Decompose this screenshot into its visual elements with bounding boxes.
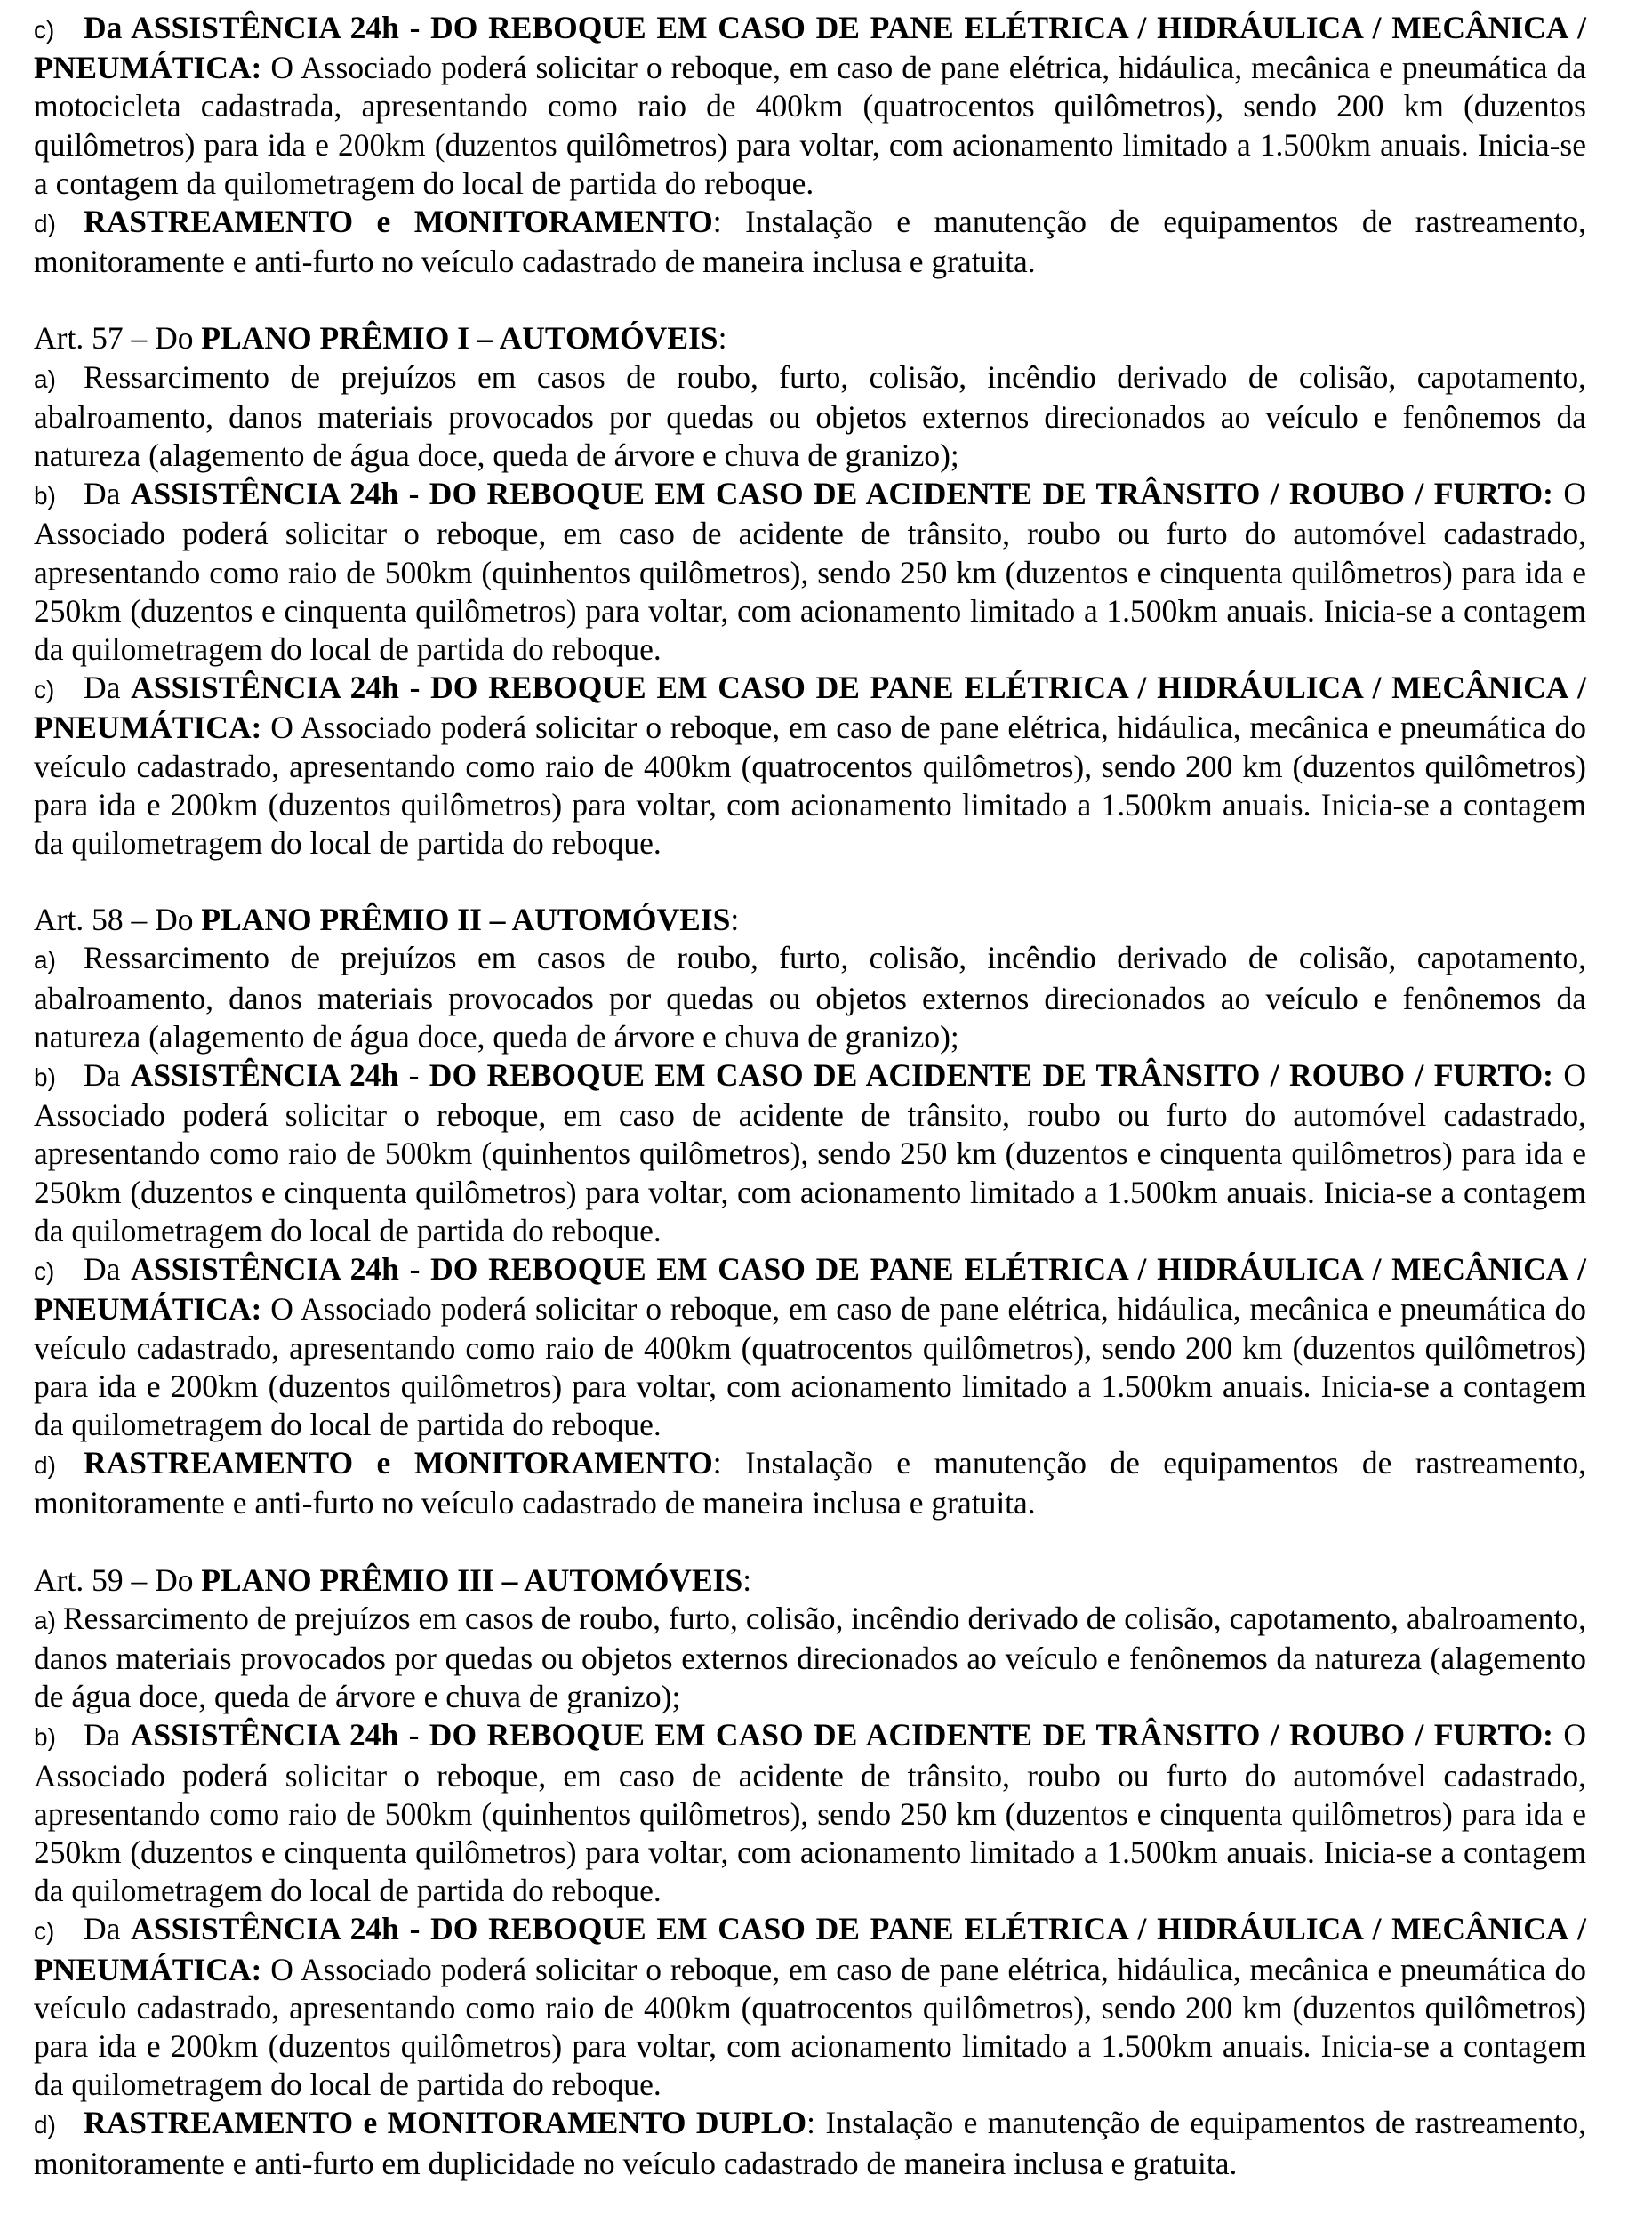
item-text: O Associado poderá solicitar o reboque, em caso de pane elétrica, hidáulica, mecânica e pneumática do veículo cadastrado, apresentando como raio de 400km (quatrocentos quilômetros), sendo 200 km (duzentos quilômetros) para ida e 200km (duzentos quilômetros) para voltar, com acionamento limitado a 1.500km anuais. Inicia-se a contagem da quilometragem do local de partida do reboque. [34,1291,1586,1442]
list-item [34,2104,1586,2182]
article-plan-name: PLANO PRÊMIO I – AUTOMÓVEIS [201,320,718,357]
item-label: b) [34,482,56,510]
item-prefix: Da [84,476,131,512]
list-item [34,1600,1586,1717]
article-heading [34,901,1586,939]
list-item [34,669,1586,863]
item-bold-title: ASSISTÊNCIA 24h - DO REBOQUE EM CASO DE PANE ELÉTRICA / HIDRÁULICA / MECÂNICA / PNEUMÁTICA: [34,1251,1586,1328]
item-bold-title: ASSISTÊNCIA 24h - DO REBOQUE EM CASO DE ACIDENTE DE TRÂNSITO / ROUBO / FURTO: [130,476,1553,512]
item-text: O Associado poderá solicitar o reboque, em caso de pane elétrica, hidáulica, mecânica e pneumática do veículo cadastrado, apresentando como raio de 400km (quatrocentos quilômetros), sendo 200 km (duzentos quilômetros) para ida e 200km (duzentos quilômetros) para voltar, com acionamento limitado a 1.500km anuais. Inicia-se a contagem da quilometragem do local de partida do reboque. [34,710,1586,862]
list-item [34,1444,1586,1522]
item-label: c) [34,16,55,44]
item-prefix: Da [84,1251,132,1288]
item-text: O Associado poderá solicitar o reboque, em caso de pane elétrica, hidáulica, mecânica e pneumática da motocicleta cadastrada, apresentando como raio de 400km (quatrocentos quilômetros), sendo 200 km (duzentos quilômetros) para ida e 200km (duzentos quilômetros) para voltar, com acionamento limitado a 1.500km anuais. Inicia-se a contagem da quilometragem do local de partida do reboque. [34,50,1586,201]
item-prefix: Da [84,1717,131,1754]
article-heading [34,1561,1586,1600]
article-suffix: : [742,1561,752,1598]
item-label: a) [34,365,56,393]
list-item [34,358,1586,476]
item-label: d) [34,1451,56,1480]
list-item [34,1250,1586,1444]
item-label: c) [34,1257,55,1286]
item-text: Ressarcimento de prejuízos em casos de roubo, furto, colisão, incêndio derivado de colisão, capotamento, abalroamento, danos materiais provocados por quedas ou objetos externos direcionados ao veículo e fenônemos da natureza (alagemento de água doce, queda de árvore e chuva de granizo); [34,358,1586,474]
list-item [34,1716,1586,1910]
section-gap [34,281,1586,319]
item-label: d) [34,210,56,238]
item-bold-title: RASTREAMENTO e MONITORAMENTO [84,204,713,240]
section-gap [34,863,1586,901]
item-label: d) [34,2111,56,2139]
item-prefix: Da [84,1911,132,1947]
list-item [34,203,1586,281]
list-item [34,9,1586,203]
item-text: O Associado poderá solicitar o reboque, em caso de acidente de trânsito, roubo ou furto do automóvel cadastrado, apresentando como raio de 500km (quinhentos quilômetros), sendo 250 km (duzentos e cinquenta quilômetros) para ida e 250km (duzentos e cinquenta quilômetros) para voltar, com acionamento limitado a 1.500km anuais. Inicia-se a contagem da quilometragem do local de partida do reboque. [34,476,1586,668]
item-prefix: Da [84,670,132,706]
item-bold-title: RASTREAMENTO e MONITORAMENTO [84,1445,713,1481]
article-suffix: : [718,320,727,357]
article-prefix: Art. 58 – Do [34,902,202,938]
item-text: : Instalação e manutenção de equipamentos de rastreamento, monitoramente e anti-furto no veículo cadastrado de maneira inclusa e gratuita. [34,1445,1587,1521]
item-prefix: Da [84,1057,131,1094]
item-text: O Associado poderá solicitar o reboque, em caso de acidente de trânsito, roubo ou furto do automóvel cadastrado, apresentando como raio de 500km (quinhentos quilômetros), sendo 250 km (duzentos e cinquenta quilômetros) para ida e 250km (duzentos e cinquenta quilômetros) para voltar, com acionamento limitado a 1.500km anuais. Inicia-se a contagem da quilometragem do local de partida do reboque. [34,1717,1586,1909]
article-plan-name: PLANO PRÊMIO III – AUTOMÓVEIS [201,1561,743,1598]
item-label: a) [34,1606,56,1634]
item-text: : Instalação e manutenção de equipamentos de rastreamento, monitoramente e anti-furto em duplicidade no veículo cadastrado de maneira inclusa e gratuita. [34,2105,1587,2181]
article-plan-name: PLANO PRÊMIO II – AUTOMÓVEIS [201,902,731,938]
item-label: b) [34,1063,56,1092]
item-bold-title: RASTREAMENTO e MONITORAMENTO DUPLO [84,2105,807,2141]
list-item [34,1910,1586,2104]
item-label: c) [34,676,55,704]
item-text: O Associado poderá solicitar o reboque, em caso de acidente de trânsito, roubo ou furto do automóvel cadastrado, apresentando como raio de 500km (quinhentos quilômetros), sendo 250 km (duzentos e cinquenta quilômetros) para ida e 250km (duzentos e cinquenta quilômetros) para voltar, com acionamento limitado a 1.500km anuais. Inicia-se a contagem da quilometragem do local de partida do reboque. [34,1057,1586,1248]
item-text: O Associado poderá solicitar o reboque, em caso de pane elétrica, hidáulica, mecânica e pneumática do veículo cadastrado, apresentando como raio de 400km (quatrocentos quilômetros), sendo 200 km (duzentos quilômetros) para ida e 200km (duzentos quilômetros) para voltar, com acionamento limitado a 1.500km anuais. Inicia-se a contagem da quilometragem do local de partida do reboque. [34,1951,1586,2103]
item-text: Ressarcimento de prejuízos em casos de roubo, furto, colisão, incêndio derivado de colisão, capotamento, abalroamento, danos materiais provocados por quedas ou objetos externos direcionados ao veículo e fenônemos da natureza (alagemento de água doce, queda de árvore e chuva de granizo); [34,1600,1586,1715]
list-item [34,475,1586,669]
article-prefix: Art. 57 – Do [34,320,202,357]
item-text: Ressarcimento de prejuízos em casos de roubo, furto, colisão, incêndio derivado de colisão, capotamento, abalroamento, danos materiais provocados por quedas ou objetos externos direcionados ao veículo e fenônemos da natureza (alagemento de água doce, queda de árvore e chuva de granizo); [34,940,1586,1055]
article-heading [34,319,1586,357]
article-suffix: : [730,902,740,938]
item-label: b) [34,1723,56,1752]
item-label: c) [34,1917,55,1946]
item-bold-title: ASSISTÊNCIA 24h - DO REBOQUE EM CASO DE ACIDENTE DE TRÂNSITO / ROUBO / FURTO: [130,1717,1553,1754]
section-gap [34,1523,1586,1561]
item-bold-title: ASSISTÊNCIA 24h - DO REBOQUE EM CASO DE PANE ELÉTRICA / HIDRÁULICA / MECÂNICA / PNEUMÁTICA: [34,670,1586,746]
item-bold-title: Da ASSISTÊNCIA 24h - DO REBOQUE EM CASO DE PANE ELÉTRICA / HIDRÁULICA / MECÂNICA / PNEUMÁTICA: [34,10,1586,86]
article-prefix: Art. 59 – Do [34,1561,202,1598]
item-bold-title: ASSISTÊNCIA 24h - DO REBOQUE EM CASO DE PANE ELÉTRICA / HIDRÁULICA / MECÂNICA / PNEUMÁTICA: [34,1911,1586,1987]
list-item [34,1056,1586,1250]
item-bold-title: ASSISTÊNCIA 24h - DO REBOQUE EM CASO DE ACIDENTE DE TRÂNSITO / ROUBO / FURTO: [130,1057,1553,1094]
list-item [34,939,1586,1056]
item-label: a) [34,946,56,975]
item-text: : Instalação e manutenção de equipamentos de rastreamento, monitoramente e anti-furto no veículo cadastrado de maneira inclusa e gratuita. [34,204,1587,280]
